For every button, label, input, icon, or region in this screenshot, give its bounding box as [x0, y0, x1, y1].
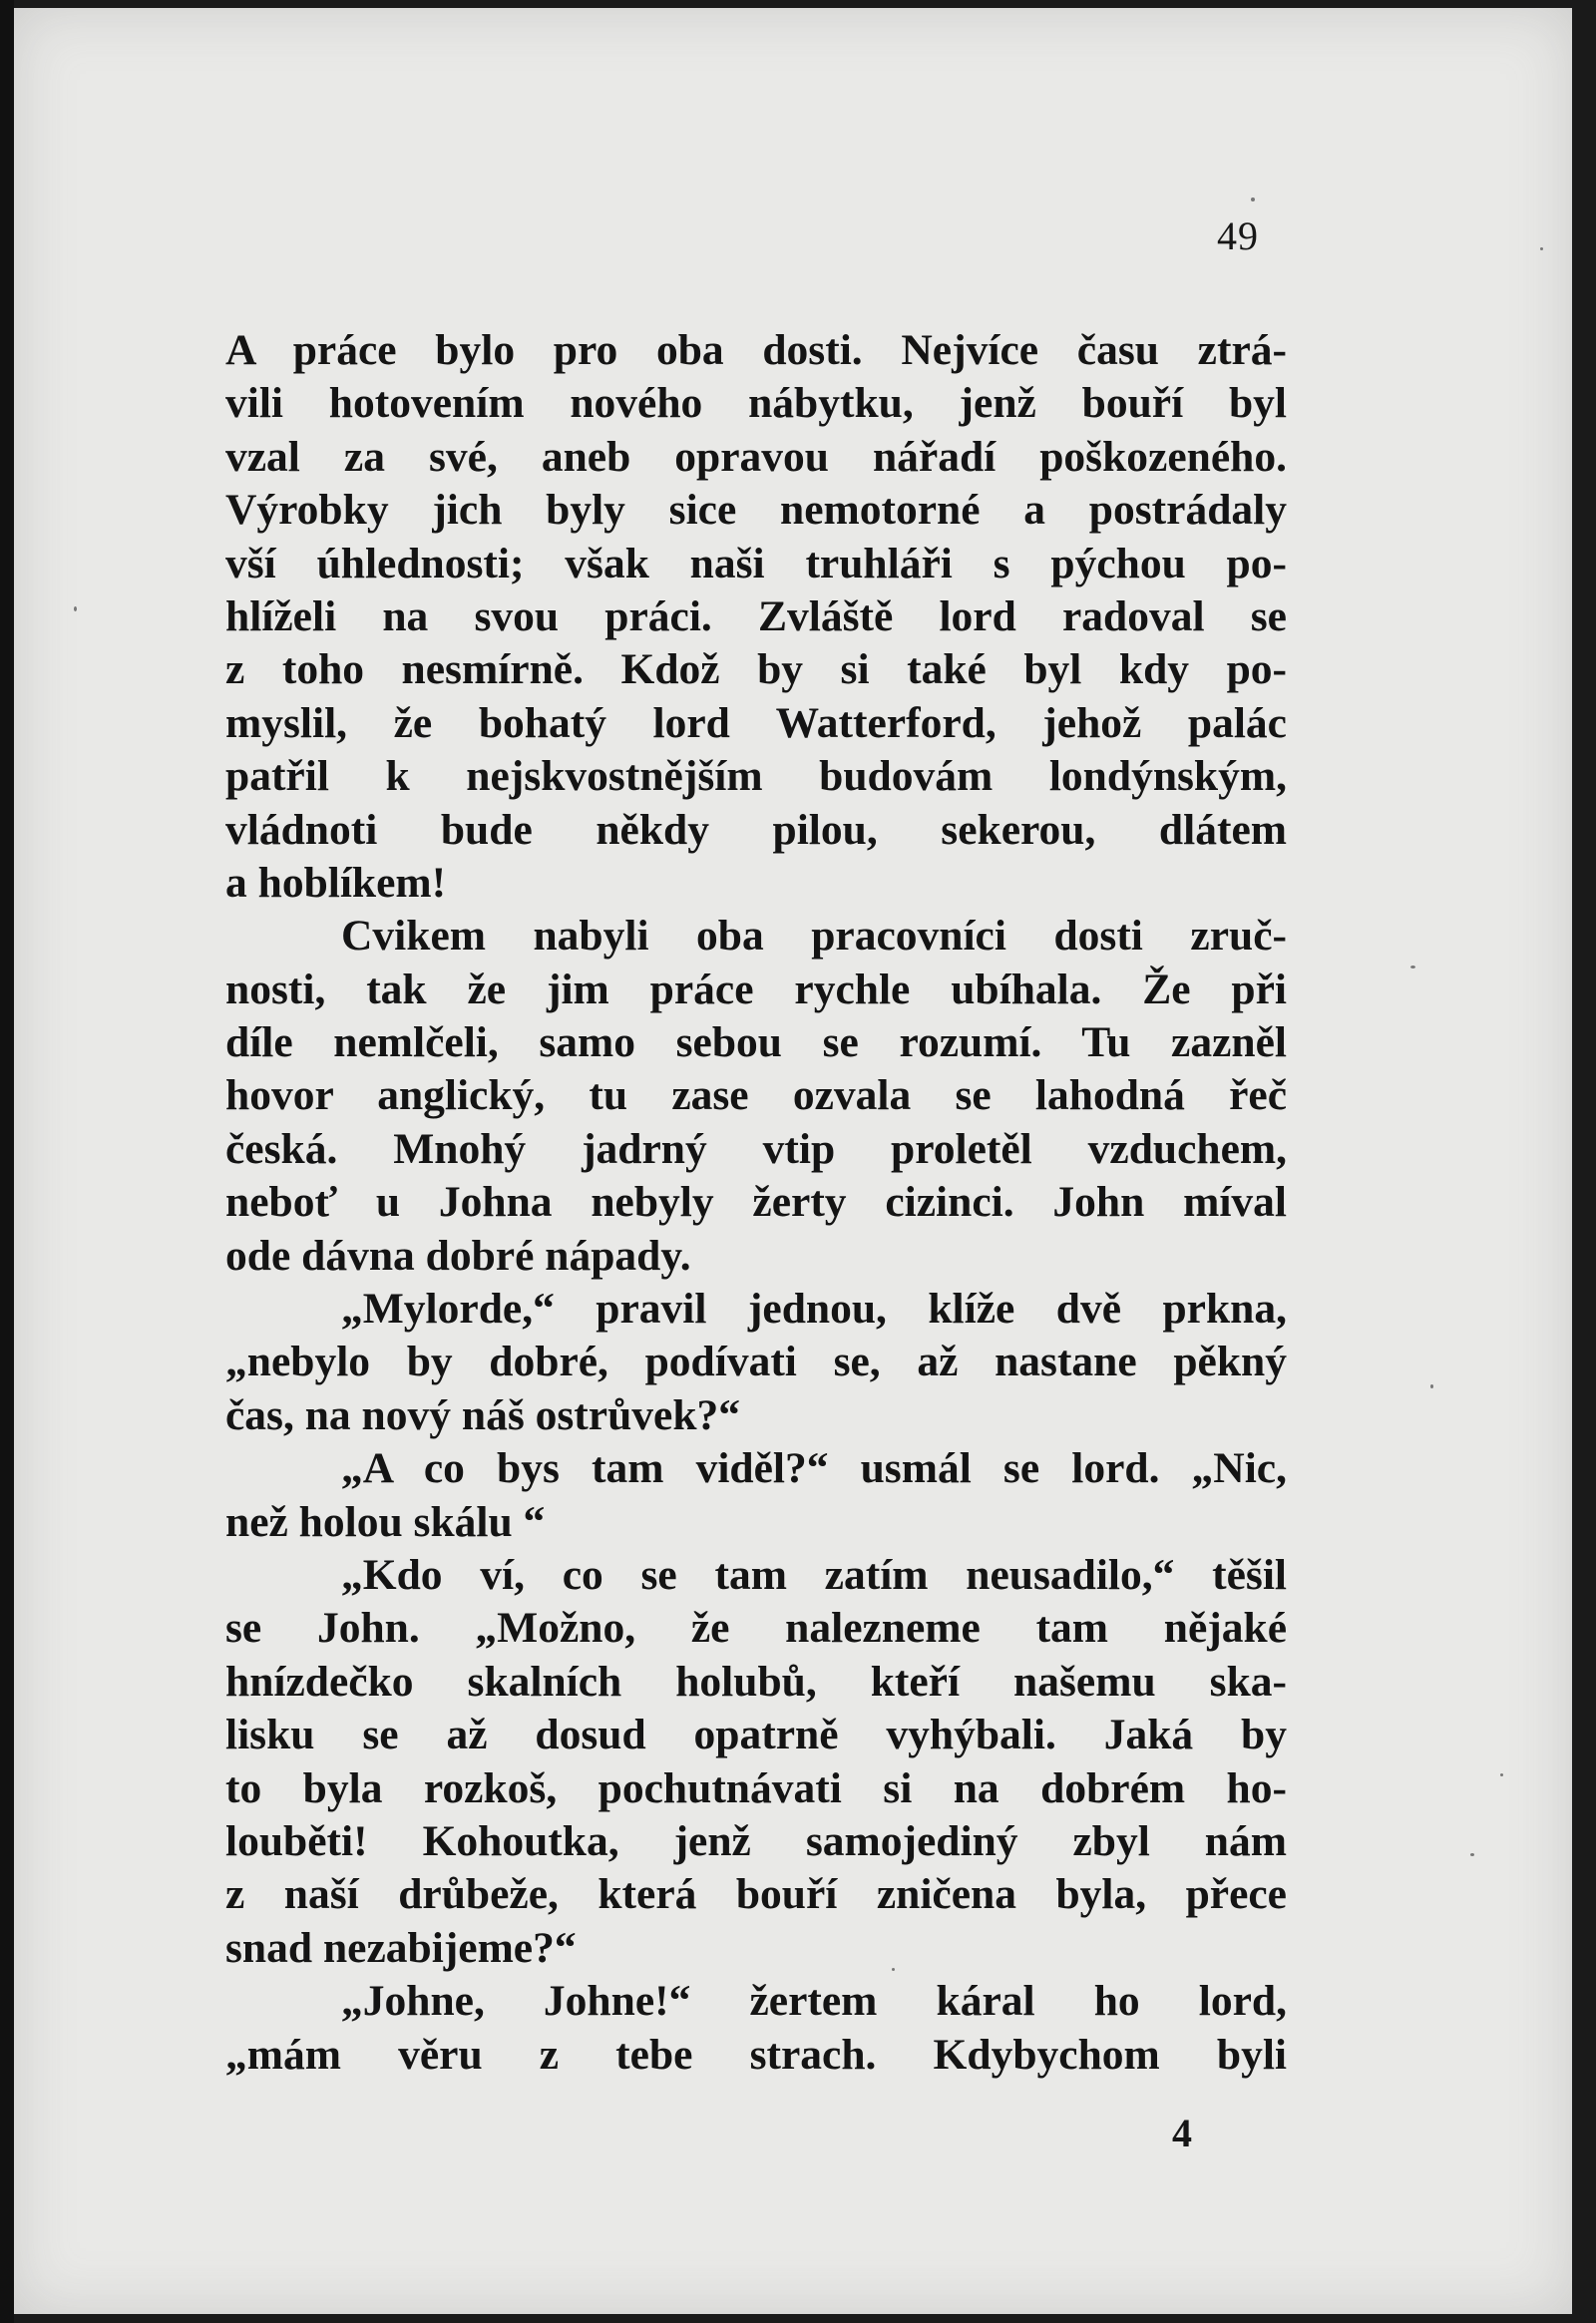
- text-line: Výrobky jich byly sice nemotorné a postrádaly: [225, 486, 1287, 535]
- book-spine-edge: [0, 0, 14, 2323]
- paper-speck: [1540, 247, 1543, 250]
- text-line: hovor anglický, tu zase ozvala se lahodná řeč: [225, 1071, 1287, 1120]
- text-line: „mám věru z tebe strach. Kdybychom byli: [225, 2030, 1287, 2079]
- text-line: vládnoti bude někdy pilou, sekerou, dlátem: [225, 805, 1287, 854]
- text-line: „Kdo ví, co se tam zatím neusadilo,“ těšil: [341, 1550, 1287, 1599]
- paper-speck: [74, 606, 77, 611]
- paper-speck: [1430, 1384, 1433, 1388]
- text-line: ode dávna dobré nápady.: [225, 1231, 691, 1280]
- text-line: to byla rozkoš, pochutnávati si na dobrém ho-: [225, 1763, 1287, 1812]
- text-line: louběti! Kohoutka, jenž samojediný zbyl nám: [225, 1816, 1287, 1865]
- text-line: čas, na nový náš ostrůvek?“: [225, 1390, 741, 1439]
- text-line: se John. „Možno, že nalezneme tam nějaké: [225, 1604, 1287, 1653]
- paper-speck: [1410, 966, 1415, 968]
- paper-speck: [1470, 1853, 1474, 1856]
- text-line: neboť u Johna nebyly žerty cizinci. John míval: [225, 1178, 1287, 1227]
- text-line: „A co bys tam viděl?“ usmál se lord. „Nic,: [341, 1444, 1287, 1493]
- text-line: myslil, že bohatý lord Watterford, jehož palác: [225, 698, 1287, 747]
- text-line: vzal za své, aneb opravou nářadí poškozeného.: [225, 432, 1287, 481]
- text-line: nosti, tak že jim práce rychle ubíhala. Že při: [225, 965, 1287, 1013]
- text-line: „Johne, Johne!“ žertem káral ho lord,: [341, 1977, 1287, 2026]
- text-line: Cvikem nabyli oba pracovníci dosti zruč-: [341, 912, 1287, 961]
- text-line: než holou skálu “: [225, 1497, 546, 1546]
- text-line: lisku se až dosud opatrně vyhýbali. Jaká by: [225, 1711, 1287, 1759]
- text-line: z naší drůbeže, která bouří zničena byla, přece: [225, 1870, 1287, 1919]
- text-line: vili hotovením nového nábytku, jenž bouří byl: [225, 379, 1287, 428]
- text-line: a hoblíkem!: [225, 858, 447, 907]
- text-line: díle nemlčeli, samo sebou se rozumí. Tu zazněl: [225, 1018, 1287, 1067]
- text-line: patřil k nejskvostnějším budovám londýnským,: [225, 752, 1287, 801]
- paper-speck: [1500, 1773, 1503, 1776]
- text-line: hnízdečko skalních holubů, kteří našemu ska-: [225, 1657, 1287, 1706]
- signature-mark: 4: [1172, 2111, 1192, 2155]
- text-line: z toho nesmírně. Kdož by si také byl kdy po-: [225, 645, 1287, 694]
- page-number: 49: [1217, 213, 1259, 258]
- body-text: [225, 324, 1287, 2082]
- text-line: A práce bylo pro oba dosti. Nejvíce času ztrá-: [225, 326, 1287, 374]
- paper-speck: [1251, 197, 1255, 201]
- text-line: snad nezabijeme?“: [225, 1923, 577, 1972]
- text-line: „nebylo by dobré, podívati se, až nastane pěkný: [225, 1338, 1287, 1386]
- text-line: vší úhlednosti; však naši truhláři s pýchou po-: [225, 539, 1287, 587]
- text-line: česká. Mnohý jadrný vtip proletěl vzduchem,: [225, 1124, 1287, 1173]
- text-line: „Mylorde,“ pravil jednou, klíže dvě prkna,: [341, 1285, 1287, 1334]
- text-line: hlíželi na svou práci. Zvláště lord radoval se: [225, 591, 1287, 640]
